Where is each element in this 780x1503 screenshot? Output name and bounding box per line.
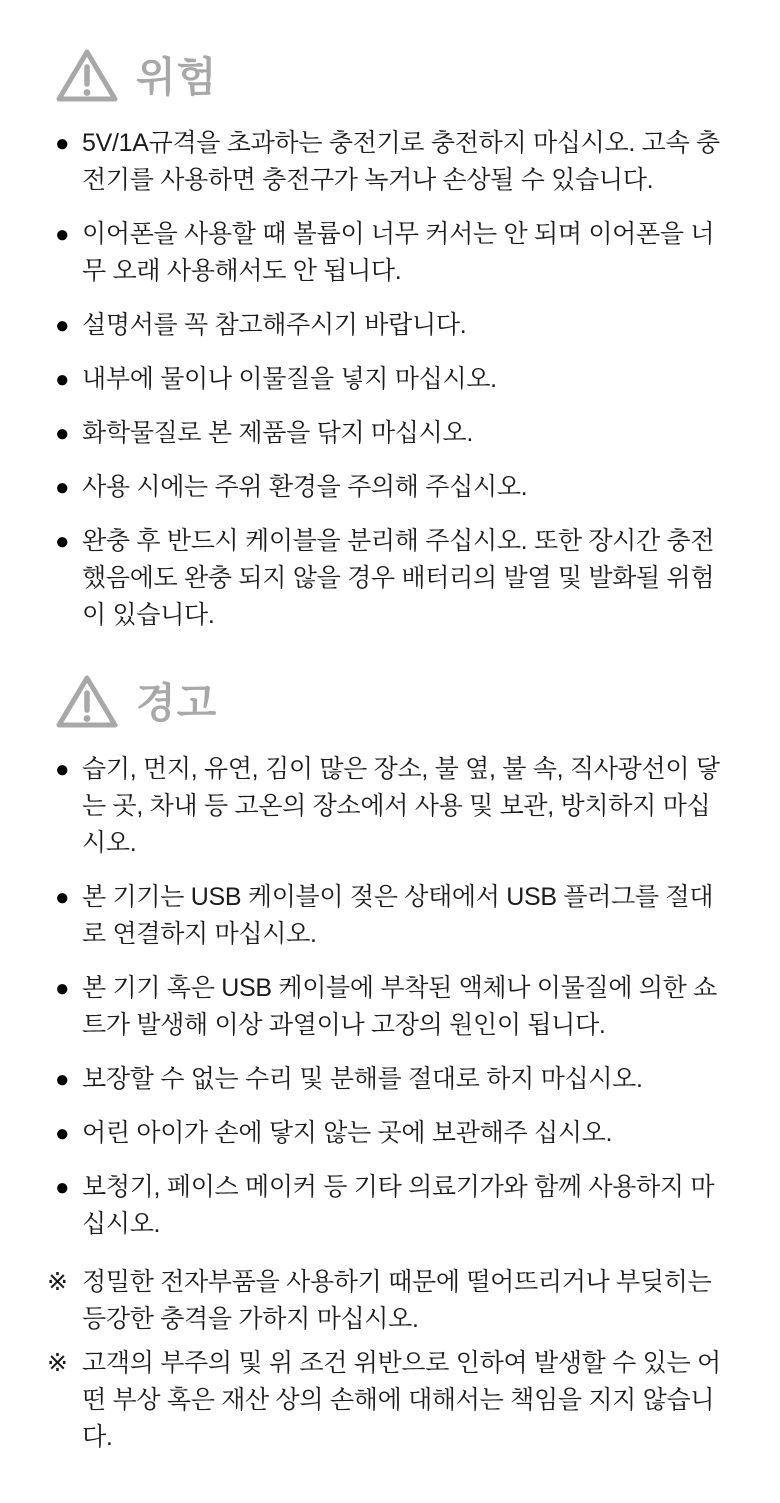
list-item (55, 361, 724, 398)
section-title-warning: 경고 (136, 679, 218, 726)
warning-item-list (47, 751, 724, 1243)
bullet-icon: ● (55, 221, 70, 248)
list-item-text: 5V/1A규격을 초과하는 충전기로 충전하지 마십시오. 고속 충전기를 사용하면 충전구가 녹거나 손상될 수 있습니다. (82, 129, 720, 194)
bullet-icon: ● (55, 130, 70, 157)
footnote-item (47, 1345, 724, 1456)
bullet-icon: ● (55, 312, 70, 339)
bullet-icon: ● (55, 420, 70, 447)
list-item (55, 970, 724, 1044)
list-item (55, 879, 724, 953)
reference-mark-icon: ※ (47, 1349, 68, 1377)
list-item-text: 본 기기 혹은 USB 케이블에 부착된 액체나 이물질에 의한 쇼트가 발생해 이상 과열이나 고장의 원인이 됩니다. (82, 974, 718, 1039)
footnote-text: 정밀한 전자부품을 사용하기 때문에 떨어뜨리거나 부딪히는 등강한 충격을 가하지 마십시오. (82, 1268, 712, 1333)
list-item (55, 1115, 724, 1152)
danger-section-header (55, 46, 724, 104)
bullet-icon: ● (55, 756, 70, 783)
list-item-text: 이어폰을 사용할 때 볼륨이 너무 커서는 안 되며 이어폰을 너무 오래 사용해서도 안 됩니다. (82, 220, 715, 285)
footnotes (47, 1264, 724, 1456)
bullet-icon: ● (55, 1066, 70, 1093)
list-item (55, 125, 724, 199)
list-item-text: 습기, 먼지, 유연, 김이 많은 장소, 불 옆, 불 속, 직사광선이 닿는 곳, 차내 등 고온의 장소에서 사용 및 보관, 방치하지 마십시오. (82, 755, 720, 857)
footnote-item (47, 1264, 724, 1338)
section-title-danger: 위험 (136, 53, 218, 100)
bullet-icon: ● (55, 975, 70, 1002)
list-item-text: 어린 아이가 손에 닿지 않는 곳에 보관해주 십시오. (82, 1119, 613, 1147)
list-item-text: 완충 후 반드시 케이블을 분리해 주십시오. 또한 장시간 충전했음에도 완충 되지 않을 경우 배터리의 발열 및 발화될 위험이 있습니다. (82, 527, 715, 629)
list-item (55, 307, 724, 344)
bullet-icon: ● (55, 1120, 70, 1147)
list-item-text: 본 기기는 USB 케이블이 젖은 상태에서 USB 플러그를 절대로 연결하지 마십시오. (82, 883, 714, 948)
bullet-icon: ● (55, 528, 70, 555)
list-item-text: 내부에 물이나 이물질을 넣지 마십시오. (82, 365, 497, 393)
bullet-icon: ● (55, 1174, 70, 1201)
reference-mark-icon: ※ (47, 1268, 68, 1296)
list-item (55, 751, 724, 862)
list-item-text: 보장할 수 없는 수리 및 분해를 절대로 하지 마십시오. (82, 1065, 643, 1093)
warning-triangle-icon (55, 672, 119, 730)
danger-item-list (47, 125, 724, 634)
warning-triangle-icon (55, 46, 119, 104)
list-item-text: 보청기, 페이스 메이커 등 기타 의료기가와 함께 사용하지 마십시오. (82, 1173, 715, 1238)
list-item-text: 설명서를 꼭 참고해주시기 바랍니다. (82, 311, 467, 339)
list-item (55, 216, 724, 290)
list-item-text: 화학물질로 본 제품을 닦지 마십시오. (82, 419, 473, 447)
list-item-text: 사용 시에는 주위 환경을 주의해 주십시오. (82, 473, 528, 501)
bullet-icon: ● (55, 474, 70, 501)
list-item (55, 523, 724, 634)
list-item (55, 1061, 724, 1098)
bullet-icon: ● (55, 884, 70, 911)
bullet-icon: ● (55, 366, 70, 393)
footnote-text: 고객의 부주의 및 위 조건 위반으로 인하여 발생할 수 있는 어떤 부상 혹은 재산 상의 손해에 대해서는 책임을 지지 않습니다. (82, 1349, 721, 1451)
list-item (55, 415, 724, 452)
list-item (55, 469, 724, 506)
warning-section-header (55, 672, 724, 730)
list-item (55, 1169, 724, 1243)
